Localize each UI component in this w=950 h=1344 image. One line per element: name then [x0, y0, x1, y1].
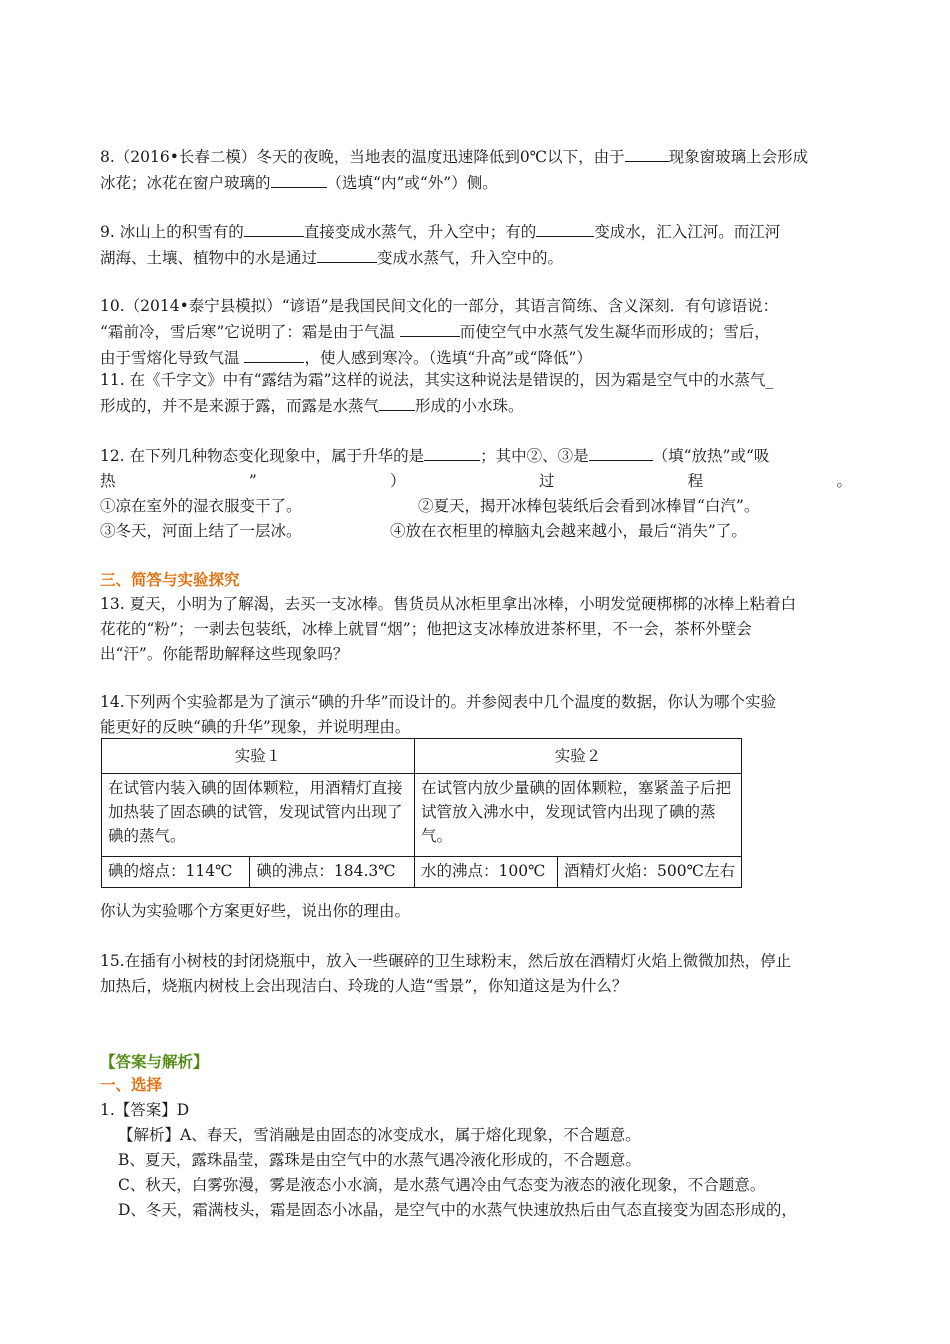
q12-text-1c: （填“放热”或“吸 — [652, 447, 770, 465]
table-cell-data: 碘的沸点：184.3℃ — [250, 857, 415, 888]
q12-word: 程 — [687, 472, 704, 490]
section-heading-1: 一、选择 — [100, 1075, 163, 1094]
q12-word: ） — [390, 472, 406, 490]
q14-followup — [100, 899, 852, 924]
q9-text-2a: 湖海、土壤、植物中的水是通过 — [100, 249, 318, 267]
q15-text-2: 加热后，烧瓶内树枝上会出现洁白、玲珑的人造“雪景”，你知道这是为什么？ — [100, 977, 628, 995]
section-heading-3: 三、简答与实验探究 — [100, 570, 240, 589]
q12-option-3: ③冬天，河面上结了一层冰。 — [100, 522, 302, 540]
q14-text-2: 能更好的反映“碘的升华”现象，并说明理由。 — [100, 718, 411, 736]
question-9 — [100, 219, 852, 271]
q9-text-1b: 直接变成水蒸气，升入空中；有的 — [303, 223, 537, 241]
table-cell-data: 碘的熔点：114℃ — [102, 857, 250, 888]
q12-word: 过 — [538, 472, 555, 490]
q12-word: 。 — [836, 472, 852, 490]
q12-word: 热 — [100, 472, 116, 490]
q11-blank-1[interactable] — [379, 393, 415, 411]
answers-title: 【答案与解析】 — [100, 1052, 209, 1071]
q13-text-2: 花花的“粉”；一剥去包装纸，冰棒上就冒“烟”；他把这支冰棒放进茶杯里，不一会，茶杯外壁会 — [100, 620, 752, 638]
q15-text-1: 15.在插有小树枝的封闭烧瓶中，放入一些碾碎的卫生球粉末，然后放在酒精灯火焰上微微加热，停止 — [100, 952, 792, 970]
question-11 — [100, 368, 852, 419]
q8-text-1a: 8.（2016•长春二模）冬天的夜晚，当地表的温度迅速降低到0℃以下，由于 — [100, 148, 625, 166]
q12-word: ” — [248, 472, 257, 490]
q14-after-text: 你认为实验哪个方案更好些，说出你的理由。 — [100, 902, 411, 920]
q14-text-1: 14.下列两个实验都是为了演示“碘的升华”而设计的。并参阅表中几个温度的数据，你认为哪个实验 — [100, 693, 777, 711]
q9-text-1a: 9. 冰山上的积雪有的 — [100, 223, 244, 241]
q12-blank-1[interactable] — [424, 443, 480, 461]
question-12 — [100, 443, 852, 544]
q11-text-1: 11. 在《千字文》中有“露结为霜”这样的说法，其实这种说法是错误的，因为霜是空气中的水蒸气_ — [100, 371, 774, 389]
q12-text-1a: 12. 在下列几种物态变化现象中，属于升华的是 — [100, 447, 425, 465]
question-10 — [100, 294, 852, 371]
q13-text-1: 13. 夏天，小明为了解渴，去买一支冰棒。售货员从冰柜里拿出冰棒，小明发觉硬梆梆的冰棒上粘着白 — [100, 595, 797, 613]
q8-text-2a: 冰花；冰花在窗户玻璃的 — [100, 174, 271, 192]
question-8 — [100, 144, 852, 196]
q10-text-1: 10.（2014•泰宁县模拟）“谚语”是我国民间文化的一部分，其语言简练、含义深刻．有句谚语说： — [100, 297, 779, 315]
table-cell-data: 水的沸点：100℃ — [415, 857, 558, 888]
q12-option-4: ④放在衣柜里的樟脑丸会越来越小，最后“消失”了。 — [390, 522, 747, 540]
question-14 — [100, 690, 852, 740]
table-header-exp2: 实验２ — [415, 739, 742, 774]
q10-blank-2[interactable] — [244, 345, 304, 363]
a1-answer: 1.【答案】D — [100, 1101, 190, 1119]
a1-option-d: D、冬天，霜满枝头，霜是固态小冰晶，是空气中的水蒸气快速放热后由气态直接变为固态形成的， — [118, 1201, 797, 1219]
experiment-table — [101, 738, 742, 888]
table-cell-data: 酒精灯火焰：500℃左右 — [558, 857, 742, 888]
q8-text-1b: 现象窗玻璃上会形成 — [668, 148, 809, 166]
q13-text-3: 出“汗”。你能帮助解释这些现象吗？ — [100, 645, 349, 663]
q9-blank-2[interactable] — [536, 219, 594, 237]
question-13 — [100, 592, 852, 667]
a1-option-c: C、秋天，白雾弥漫，雾是液态小水滴，是水蒸气遇冷由气态变为液态的液化现象，不合题意。 — [118, 1176, 766, 1194]
q12-text-1b: ；其中②、③是 — [480, 447, 589, 465]
q10-text-2b: 而使空气中水蒸气发生凝华而形成的；雪后， — [459, 323, 770, 341]
q12-option-2: ②夏天，揭开冰棒包装纸后会看到冰棒冒“白汽”。 — [418, 497, 760, 515]
q8-text-2b: （选填“内”或“外”）侧。 — [326, 174, 498, 192]
q10-blank-1[interactable] — [400, 319, 460, 337]
a1-option-b: B、夏天，露珠晶莹，露珠是由空气中的水蒸气遇冷液化形成的，不合题意。 — [118, 1151, 641, 1169]
q12-justified-line — [100, 469, 852, 494]
q10-text-3b: ，使人感到寒冷。（选填“升高”或“降低”） — [304, 349, 592, 367]
answer-1 — [100, 1098, 852, 1223]
table-cell-exp1-description: 在试管内装入碘的固体颗粒，用酒精灯直接加热装了固态碘的试管，发现试管内出现了碘的蒸气。 — [102, 774, 415, 857]
q11-text-2a: 形成的，并不是来源于露，而露是水蒸气 — [100, 397, 380, 415]
q10-text-3a: 由于雪熔化导致气温 — [100, 349, 245, 367]
a1-analysis: 【解析】A、春天，雪消融是由固态的冰变成水，属于熔化现象，不合题意。 — [118, 1126, 641, 1144]
q8-blank-2[interactable] — [271, 170, 327, 188]
q12-blank-2[interactable] — [589, 443, 653, 461]
q9-blank-3[interactable] — [317, 245, 377, 263]
question-15 — [100, 949, 852, 999]
q9-blank-1[interactable] — [244, 219, 304, 237]
q10-text-2a: “霜前冷，雪后寒”它说明了：霜是由于气温 — [100, 323, 400, 341]
q11-text-2b: 形成的小水珠。 — [415, 397, 524, 415]
table-cell-exp2-description: 在试管内放少量碘的固体颗粒，塞紧盖子后把试管放入沸水中，发现试管内出现了碘的蒸气。 — [415, 774, 742, 857]
q9-text-2b: 变成水蒸气，升入空中的。 — [377, 249, 564, 267]
q8-blank-1[interactable] — [625, 144, 669, 162]
q12-option-1: ①凉在室外的湿衣服变干了。 — [100, 497, 302, 515]
table-header-exp1: 实验１ — [102, 739, 415, 774]
q9-text-1c: 变成水，汇入江河。而江河 — [594, 223, 781, 241]
